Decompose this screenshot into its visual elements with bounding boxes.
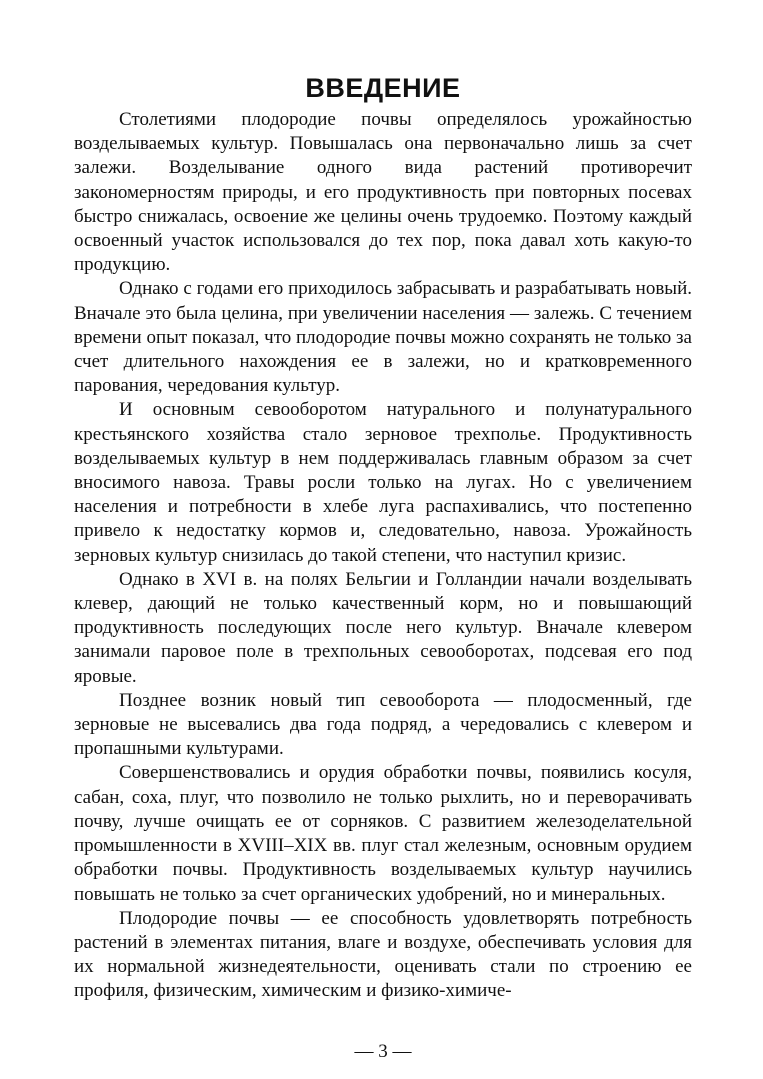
page-number: — 3 — — [354, 1041, 412, 1062]
paragraph-7: Плодородие почвы — ее способность удовлетворять потребность растений в элементах питания, влаге и воздухе, обеспечивать условия для их нормальной жизнедеятельности, оценивать стали по строению ее профиля, физическим, химическим и физико-химиче- — [74, 907, 692, 1002]
paragraph-2: Однако с годами его приходилось забрасывать и разрабатывать новый. Вначале это была целина, при увеличении населения — залежь. С течением времени опыт показал, что плодородие почвы можно сохранять не только за счет длительного нахождения ее в залежи, но и кратковременного парования, чередования культур. — [74, 278, 692, 397]
paragraph-5: Позднее возник новый тип севооборота — плодосменный, где зерновые не высевались два года подряд, а чередовались с клевером и пропашными культурами. — [74, 689, 692, 760]
paragraph-3: И основным севооборотом натурального и полунатурального крестьянского хозяйства стало зерновое трехполье. Продуктивность возделываемых культур в нем поддерживалась главным образом за счет вносимого навоза. Травы росли только на лугах. Но с увеличением населения и потребности в хлебе луга распахивались, что постепенно привело к недостатку кормов и, следовательно, навоза. Урожайность зерновых культур снизилась до такой степени, что наступил кризис. — [74, 399, 692, 566]
body-text — [74, 108, 692, 1004]
paragraph-4: Однако в XVI в. на полях Бельгии и Голландии начали возделывать клевер, дающий не только качественный корм, но и повышающий продуктивность последующих после него культур. Вначале клевером занимали паровое поле в трехпольных севооборотах, подсевая его под яровые. — [74, 568, 692, 687]
page-title: ВВЕДЕНИЕ — [305, 73, 461, 104]
paragraph-1: Столетиями плодородие почвы определялось урожайностью возделываемых культур. Повышалась она первоначально лишь за счет залежи. Возделывание одного вида растений противоречит закономерностям природы, и его продуктивность при повторных посевах быстро снижалась, освоение же целины очень трудоемко. Поэтому каждый освоенный участок использовался до тех пор, пока давал хоть какую-то продукцию. — [74, 109, 692, 276]
paragraph-6: Совершенствовались и орудия обработки почвы, появились косуля, сабан, соха, плуг, что позволило не только рыхлить, но и переворачивать почву, лучше очищать ее от сорняков. С развитием железоделательной промышленности в XVIII–XIX вв. плуг стал железным, основным орудием обработки почвы. Продуктивность возделываемых культур научились повышать не только за счет органических удобрений, но и минеральных. — [74, 762, 692, 905]
